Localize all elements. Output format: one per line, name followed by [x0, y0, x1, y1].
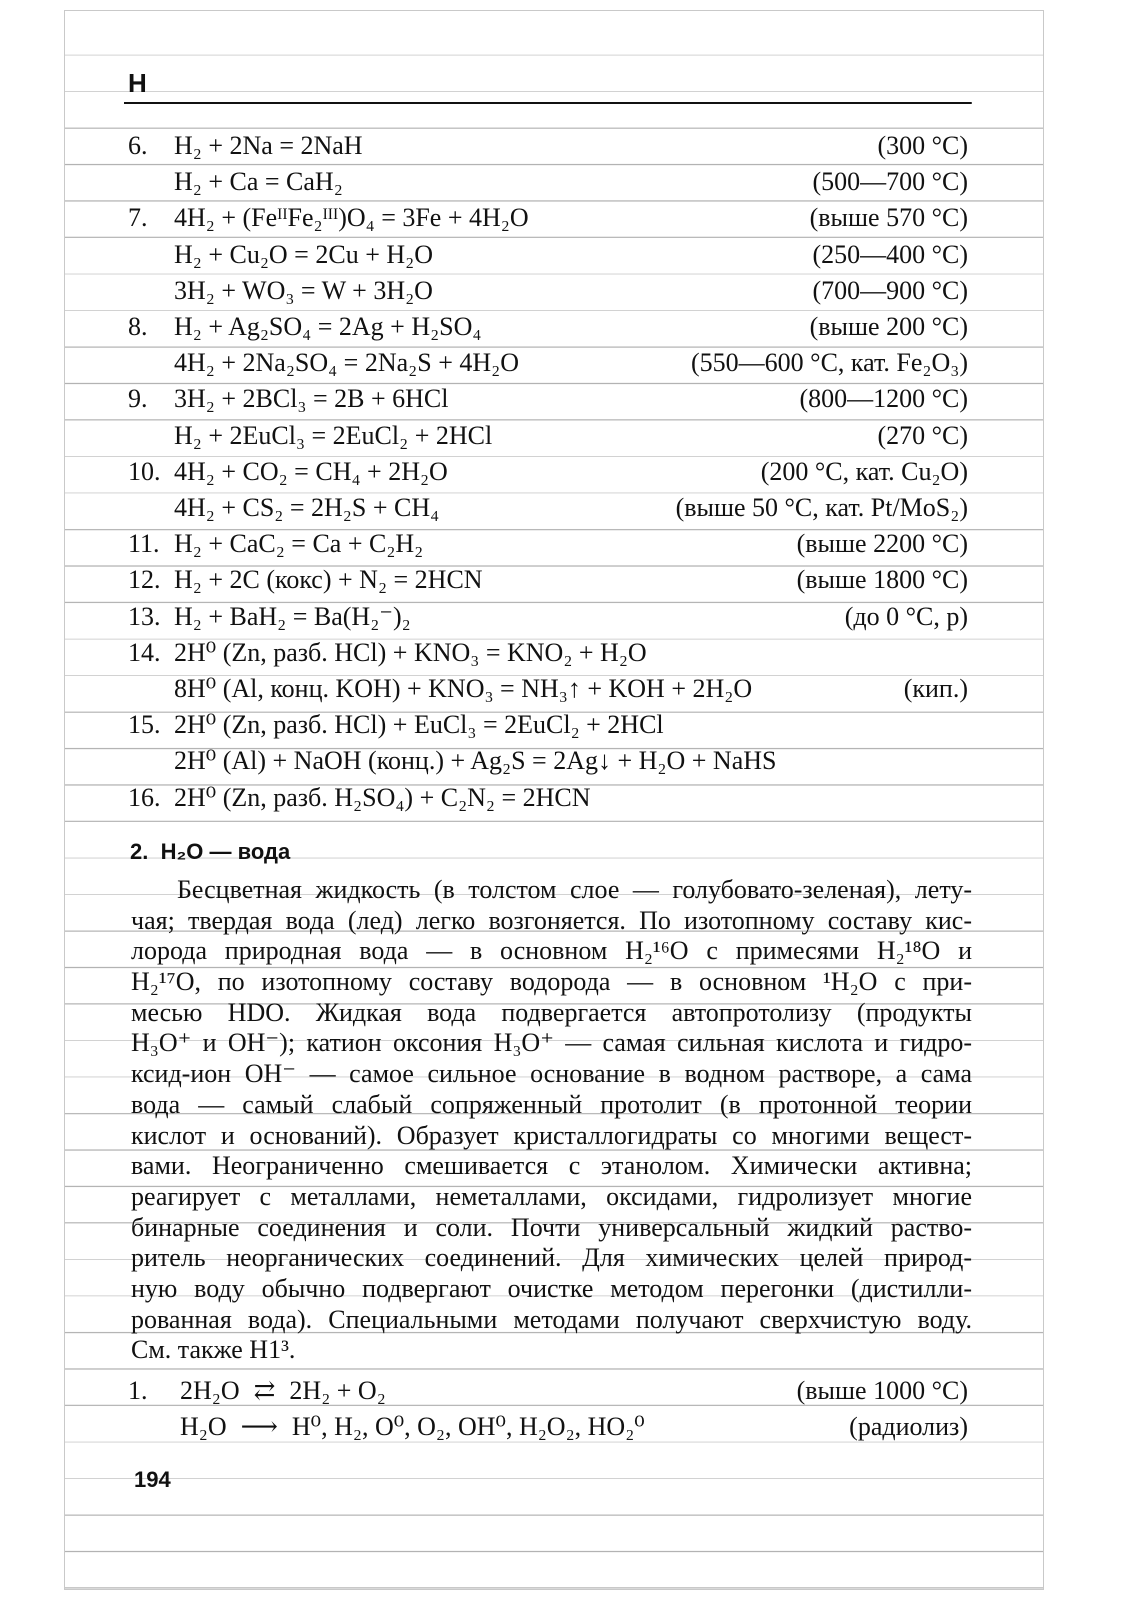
- paragraph-line: месью HDO. Жидкая вода подвергается автопротолизу (продукты: [131, 997, 972, 1027]
- reaction-products: 2H₂ + O₂: [289, 1376, 386, 1405]
- reaction-equation: 3H₂ + 2BCl₃ = 2B + 6HCl: [174, 384, 449, 413]
- paragraph-line: вода — самый слабый сопряженный протолит (в протонной теории: [131, 1089, 972, 1119]
- reaction-equation: H₂ + 2Na = 2NaH: [174, 131, 363, 160]
- reaction-number: 15.: [128, 710, 161, 739]
- section-title: H₂O — вода: [160, 839, 291, 864]
- reaction-equation: 2H⁰ (Al) + NaOH (конц.) + Ag₂S = 2Ag↓ + H₂O + NaHS: [174, 746, 777, 775]
- page-number: 194: [134, 1467, 171, 1492]
- paragraph-line: кислот и оснований). Образует кристаллогидраты со многими вещест-: [131, 1120, 972, 1150]
- reaction-conditions: (радиолиз): [849, 1412, 968, 1441]
- reaction-conditions: (800—1200 °C): [799, 384, 968, 413]
- reaction-equation: 8H⁰ (Al, конц. KOH) + KNO₃ = NH₃↑ + KOH + 2H₂O: [174, 674, 753, 703]
- paragraph-line: ксид-ион OH⁻ — самое сильное основание в водном растворе, а сама: [131, 1059, 972, 1089]
- reaction-conditions: (500—700 °C): [812, 167, 968, 196]
- reaction-equation: [180, 1412, 645, 1442]
- reaction-number: 8.: [128, 312, 148, 341]
- reaction-conditions: (550—600 °C, кат. Fe₂O₃): [691, 348, 968, 377]
- reaction-conditions: (270 °C): [877, 421, 968, 450]
- reaction-number: 16.: [128, 783, 161, 812]
- section-heading: [130, 839, 290, 865]
- paragraph-line: H₂¹⁷O, по изотопному составу водорода — в основном ¹H₂O с при-: [131, 967, 972, 997]
- paragraph-line: вами. Неограниченно смешивается с этанолом. Химически активна;: [131, 1151, 972, 1181]
- reaction-equation: 4H₂ + 2Na₂SO₄ = 2Na₂S + 4H₂O: [174, 348, 519, 377]
- reaction-conditions: (выше 2200 °C): [796, 529, 968, 558]
- reaction-conditions: (700—900 °C): [812, 276, 968, 305]
- paragraph-line: H₃O⁺ и OH⁻); катион оксония H₃O⁺ — самая сильная кислота и гидро-: [131, 1028, 972, 1058]
- reaction-conditions: (до 0 °C, p): [844, 602, 968, 631]
- paragraph-line: чая; твердая вода (лед) легко возгоняется. По изотопному составу кис-: [131, 905, 972, 935]
- paragraph-line: бинарные соединения и соли. Почти универсальный жидкий раство-: [131, 1212, 972, 1242]
- header-rule: [124, 102, 972, 104]
- reaction-equation: 2H⁰ (Zn, разб. H₂SO₄) + C₂N₂ = 2HCN: [174, 783, 591, 812]
- reaction-equation: 4H₂ + CO₂ = CH₄ + 2H₂O: [174, 457, 448, 486]
- reaction-number: 9.: [128, 384, 148, 413]
- section-number: 2.: [130, 839, 149, 864]
- reaction-number: 1.: [128, 1376, 148, 1405]
- reaction-equation: H₂ + 2EuCl₃ = 2EuCl₂ + 2HCl: [174, 421, 493, 450]
- reaction-products: H⁰, H₂, O⁰, O₂, OH⁰, H₂O₂, HO₂⁰: [291, 1412, 645, 1441]
- reaction-equation: 2H⁰ (Zn, разб. HCl) + EuCl₃ = 2EuCl₂ + 2HCl: [174, 710, 664, 739]
- reaction-number: 10.: [128, 457, 161, 486]
- reaction-conditions: (250—400 °C): [812, 240, 968, 269]
- reaction-equation: 4H₂ + (FeᴵᴵFe₂ᴵᴵᴵ)O₄ = 3Fe + 4H₂O: [174, 203, 529, 232]
- reaction-conditions: (выше 200 °C): [809, 312, 968, 341]
- paragraph-line: См. также H1³.: [131, 1335, 296, 1365]
- reaction-conditions: (200 °C, кат. Cu₂O): [760, 457, 968, 486]
- reaction-number: 14.: [128, 638, 161, 667]
- reaction-reactants: H₂O: [180, 1412, 227, 1441]
- reaction-number: 13.: [128, 602, 161, 631]
- reaction-equation: 2H⁰ (Zn, разб. HCl) + KNO₃ = KNO₂ + H₂O: [174, 638, 647, 667]
- reaction-conditions: (кип.): [903, 674, 968, 703]
- reaction-reactants: 2H₂O: [180, 1376, 240, 1405]
- reaction-number: 6.: [128, 131, 148, 160]
- paragraph-line: лорода природная вода — в основном H₂¹⁶O с примесями H₂¹⁸O и: [131, 936, 972, 966]
- reaction-equation: 4H₂ + CS₂ = 2H₂S + CH₄: [174, 493, 440, 522]
- reaction-equation: 3H₂ + WO₃ = W + 3H₂O: [174, 276, 433, 305]
- reaction-conditions: (300 °C): [877, 131, 968, 160]
- reaction-number: 7.: [128, 203, 148, 232]
- paragraph-line: рованная вода). Специальными методами получают сверхчистую воду.: [131, 1304, 972, 1334]
- reaction-equation: H₂ + CaC₂ = Ca + C₂H₂: [174, 529, 424, 558]
- reaction-equation: H₂ + BaH₂ = Ba(H₂⁻)₂: [174, 602, 411, 631]
- reaction-equation: H₂ + Ca = CaH₂: [174, 167, 343, 196]
- paragraph-line: реагирует с металлами, неметаллами, оксидами, гидролизует многие: [131, 1181, 972, 1211]
- reaction-equation: H₂ + Ag₂SO₄ = 2Ag + H₂SO₄: [174, 312, 482, 341]
- reaction-equation: H₂ + 2C (кокс) + N₂ = 2HCN: [174, 565, 483, 594]
- reaction-conditions: (выше 1000 °C): [796, 1376, 968, 1405]
- reaction-equation: H₂ + Cu₂O = 2Cu + H₂O: [174, 240, 433, 269]
- reaction-arrow-icon: ⟶: [240, 1412, 278, 1441]
- reaction-number: 11.: [128, 529, 160, 558]
- equilibrium-arrow-icon: ⇄: [253, 1376, 276, 1405]
- paragraph-line: ритель неорганических соединений. Для химических целей природ-: [131, 1243, 972, 1273]
- running-head: H: [128, 68, 147, 98]
- reaction-conditions: (выше 50 °C, кат. Pt/MoS₂): [675, 493, 968, 522]
- paragraph-line: ную воду обычно подвергают очистке методом перегонки (дистилли-: [131, 1273, 972, 1303]
- reaction-number: 12.: [128, 565, 161, 594]
- reaction-conditions: (выше 1800 °C): [796, 565, 968, 594]
- substance-description: [131, 875, 972, 1366]
- paragraph-line: Бесцветная жидкость (в толстом слое — голубовато-зеленая), лету-: [177, 875, 972, 904]
- reaction-conditions: (выше 570 °C): [809, 203, 968, 232]
- reaction-equation: [180, 1376, 386, 1406]
